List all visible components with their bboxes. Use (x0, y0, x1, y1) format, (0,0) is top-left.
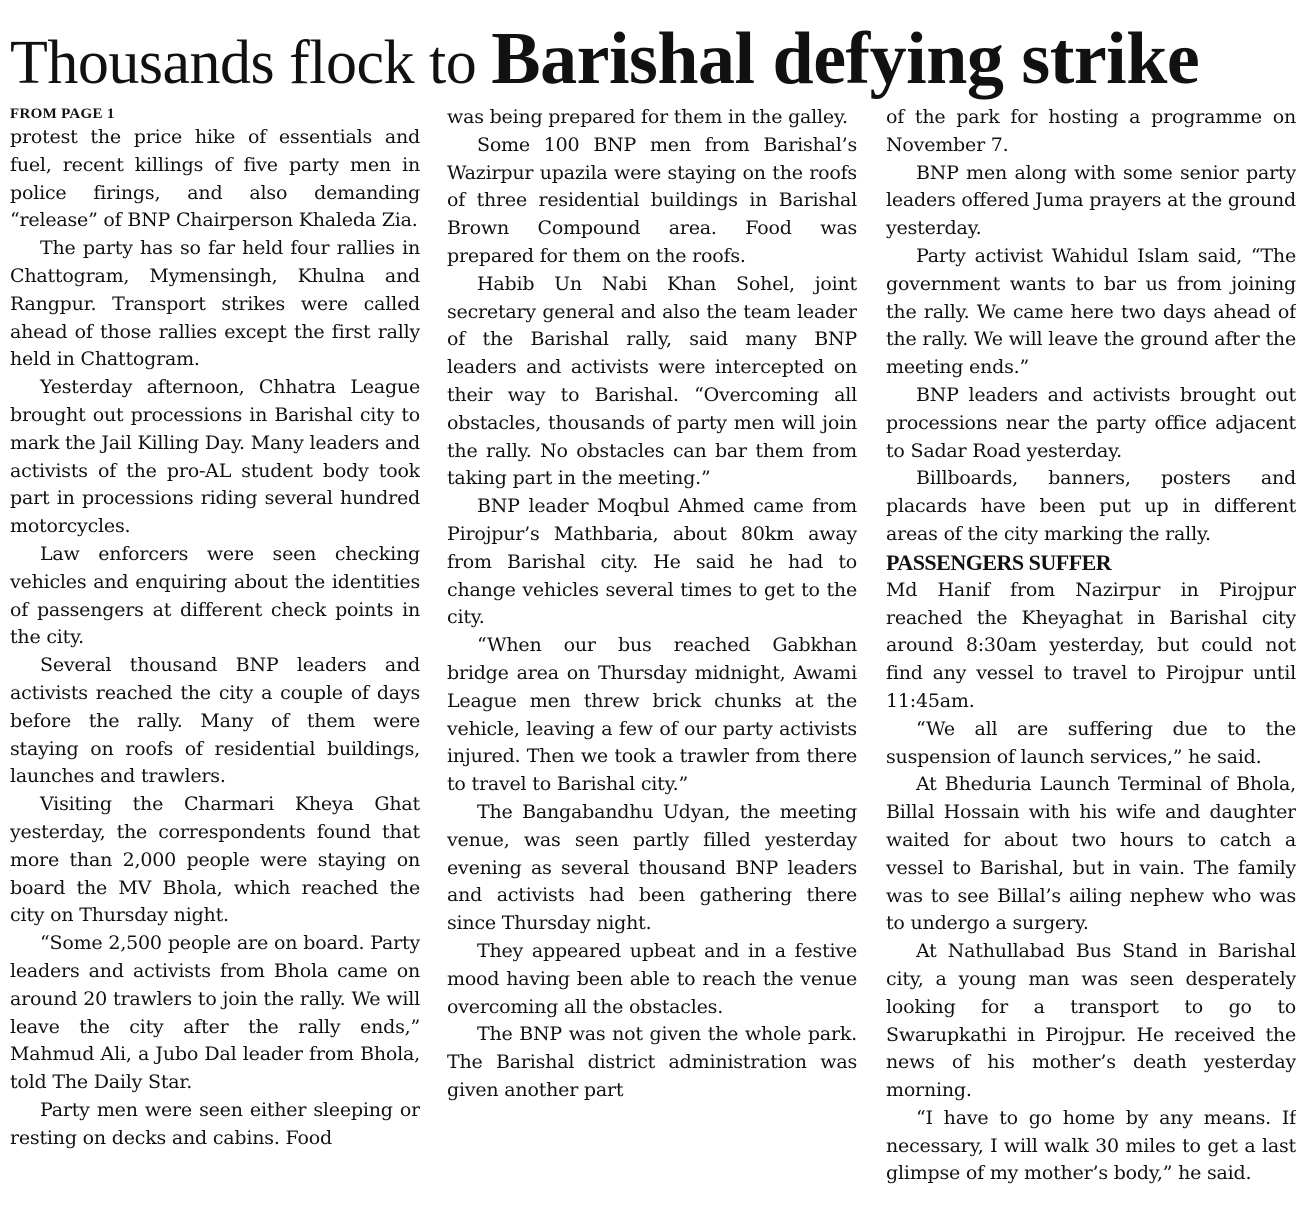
paragraph: BNP leader Moqbul Ahmed came from Pirojpur’s Mathbaria, about 80km away from Barishal city. He said he had to change vehicles several times to get to the city. (447, 495, 857, 629)
paragraph: The Bangabandhu Udyan, the meeting venue, was seen partly filled yesterday evening as several thousand BNP leaders and activists had been gathering there since Thursday night. (447, 800, 857, 935)
article-column-2 (447, 104, 857, 1224)
paragraph: Visiting the Charmari Kheya Ghat yesterday, the correspondents found that more than 2,000 people were staying on board the MV Bhola, which reached the city on Thursday night. (10, 793, 420, 927)
paragraph: Yesterday afternoon, Chhatra League brought out processions in Barishal city to mark the Jail Killing Day. Many leaders and activists of the pro-AL student body took part in processions riding several hundred motorcycles. (10, 376, 420, 538)
subheading-passengers-suffer: PASSENGERS SUFFER (886, 549, 1112, 575)
headline (10, 18, 1300, 100)
from-page-kicker: FROM PAGE 1 (10, 106, 115, 122)
article-column-1 (10, 104, 420, 1224)
paragraph: At Nathullabad Bus Stand in Barishal city, a young man was seen desperately looking for a transport to go to Swarupkathi in Pirojpur. He received the news of his mother’s death yesterday morning. (886, 940, 1296, 1102)
paragraph: The party has so far held four rallies in Chattogram, Mymensingh, Khulna and Rangpur. Transport strikes were called ahead of those rallies except the first rally held in Chattogram. (10, 237, 420, 371)
paragraph: Party activist Wahidul Islam said, “The government wants to bar us from joining the rally. We came here two days ahead of the rally. We will leave the ground after the meeting ends.” (886, 244, 1296, 379)
headline-part2: Barishal defying strike (491, 18, 1200, 100)
paragraph: Habib Un Nabi Khan Sohel, joint secretary general and also the team leader of the Barishal rally, said many BNP leaders and activists were intercepted on their way to Barishal. “Overcoming all obstacles, thousands of party men will join the rally. No obstacles can bar them from taking part in the meeting.” (447, 272, 857, 490)
paragraph: Billboards, banners, posters and placards have been put up in different areas of the city marking the rally. (886, 467, 1296, 545)
paragraph: They appeared upbeat and in a festive mood having been able to reach the venue overcoming all the obstacles. (447, 939, 857, 1018)
paragraph: BNP men along with some senior party leaders offered Juma prayers at the ground yesterday. (886, 161, 1296, 240)
paragraph: Law enforcers were seen checking vehicles and enquiring about the identities of passengers at different check points in the city. (10, 542, 420, 649)
paragraph: Several thousand BNP leaders and activists reached the city a couple of days before the rally. Many of them were staying on roofs of residential buildings, launches and trawlers. (10, 654, 420, 788)
paragraph: Md Hanif from Nazirpur in Pirojpur reached the Kheyaghat in Barishal city around 8:30am yesterday, but could not find any vessel to travel to Pirojpur until 11:45am. (886, 578, 1296, 712)
paragraph: was being prepared for them in the galley. (447, 106, 848, 128)
paragraph: of the park for hosting a programme on November 7. (886, 106, 1296, 156)
paragraph: The BNP was not given the whole park. The Barishal district administration was given another part (447, 1023, 857, 1101)
paragraph: “We all are suffering due to the suspension of launch services,” he said. (886, 717, 1296, 768)
headline-part1: Thousands flock to (10, 29, 492, 97)
paragraph: BNP leaders and activists brought out processions near the party office adjacent to Sadar Road yesterday. (886, 383, 1296, 462)
paragraph: “I have to go home by any means. If necessary, I will walk 30 miles to get a last glimpse of my mother’s body,” he said. (886, 1106, 1296, 1185)
paragraph: Some 100 BNP men from Barishal’s Wazirpur upazila were staying on the roofs of three residential buildings in Barishal Brown Compound area. Food was prepared for them on the roofs. (447, 133, 857, 267)
paragraph: At Bheduria Launch Terminal of Bhola, Billal Hossain with his wife and daughter waited for about two hours to catch a vessel to Barishal, but in vain. The family was to see Billal’s ailing nephew who was to undergo a surgery. (886, 773, 1296, 935)
article-column-3 (886, 104, 1296, 1224)
paragraph: “When our bus reached Gabkhan bridge area on Thursday midnight, Awami League men threw brick chunks at the vehicle, leaving a few of our party activists injured. Then we took a trawler from there to travel to Barishal city.” (447, 634, 857, 796)
paragraph: “Some 2,500 people are on board. Party leaders and activists from Bhola came on around 20 trawlers to join the rally. We will leave the city after the rally ends,” Mahmud Ali, a Jubo Dal leader from Bhola, told The Daily Star. (10, 932, 420, 1094)
paragraph: protest the price hike of essentials and fuel, recent killings of five party men in police firings, and also demanding “release” of BNP Chairperson Khaleda Zia. (10, 126, 420, 232)
paragraph: Party men were seen either sleeping or resting on decks and cabins. Food (10, 1098, 420, 1149)
